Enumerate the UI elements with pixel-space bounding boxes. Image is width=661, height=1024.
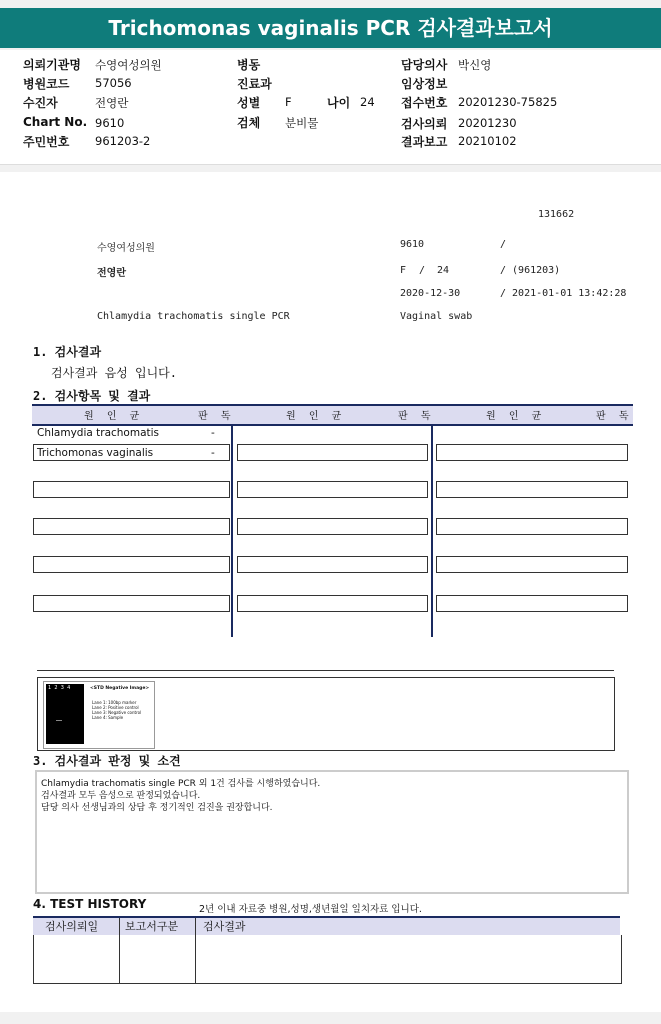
report-slash: / <box>500 239 507 250</box>
col-judge-1: 판 독 <box>198 411 236 422</box>
column-divider <box>231 424 233 637</box>
gel-photo <box>46 684 84 744</box>
gel-legend-item: Lane 1: 100bp marker <box>92 700 137 705</box>
pathogen-result: - <box>211 447 215 459</box>
report-date-request: 2020-12-30 <box>400 288 461 299</box>
report-date-report: / 2021-01-01 13:42:28 <box>500 288 627 299</box>
col-pathogen-2: 원 인 균 <box>286 411 347 422</box>
result-cell <box>237 444 428 461</box>
gel-legend-item: Lane 4: Sample <box>92 715 124 720</box>
label-receipt-no: 접수번호 <box>401 96 448 110</box>
value-specimen: 분비물 <box>285 116 319 130</box>
report-sep: / <box>419 265 426 276</box>
report-title-bar <box>0 8 661 48</box>
divider-line <box>37 670 614 671</box>
value-request-date: 20201230 <box>458 116 517 130</box>
report-hospital: 수영여성의원 <box>97 243 155 254</box>
result-cell <box>436 556 628 573</box>
history-table-header <box>33 916 620 937</box>
result-cell <box>33 518 230 535</box>
report-age: 24 <box>437 265 450 276</box>
col-judge-3: 판 독 <box>596 411 634 422</box>
section1-heading: 1. 검사결과 <box>33 345 102 359</box>
pathogen-result: - <box>211 427 215 439</box>
value-institution: 수영여성의원 <box>95 58 162 72</box>
label-specimen: 검체 <box>237 116 261 130</box>
column-divider <box>431 424 433 637</box>
history-col-report-type: 보고서구분 <box>125 920 179 933</box>
value-age: 24 <box>360 95 375 109</box>
history-note: 2년 이내 자료중 병원,성명,생년월일 일치자료 입니다. <box>199 904 422 915</box>
result-cell <box>436 518 628 535</box>
value-receipt-no: 20201230-75825 <box>458 95 558 109</box>
result-cell <box>33 444 230 461</box>
history-col-result: 검사결과 <box>203 920 246 933</box>
result-cell <box>237 518 428 535</box>
col-judge-2: 판 독 <box>398 411 436 422</box>
result-cell <box>237 481 428 498</box>
gel-band <box>56 720 62 721</box>
section2-heading: 2. 검사항목 및 결과 <box>33 389 151 403</box>
value-report-date: 20210102 <box>458 134 517 148</box>
label-ward: 병동 <box>237 58 261 72</box>
result-cell <box>436 481 628 498</box>
result-cell <box>436 444 628 461</box>
opinion-line: Chlamydia trachomatis single PCR 외 1건 검사를 시행하였습니다. <box>41 779 321 789</box>
gel-legend-item: Lane 3: Negative control <box>92 710 142 715</box>
history-table-body <box>33 935 622 984</box>
gel-title: <STD Negative Image> <box>90 686 150 691</box>
label-report-date: 결과보고 <box>401 135 448 149</box>
section1-result-text: 검사결과 음성 입니다. <box>51 366 178 380</box>
patient-info-header <box>0 50 661 165</box>
result-cell <box>33 556 230 573</box>
report-birth: / (961203) <box>500 265 561 276</box>
label-hospital-code: 병원코드 <box>23 77 70 91</box>
report-test-name: Chlamydia trachomatis single PCR <box>97 311 290 322</box>
opinion-line: 담당 의사 선생님과의 상담 후 정기적인 검진을 권장합니다. <box>41 803 273 813</box>
label-doctor: 담당의사 <box>401 58 448 72</box>
value-patient: 전영란 <box>95 96 129 110</box>
gel-lane-numbers: 1 2 3 4 <box>48 685 71 691</box>
report-title: Trichomonas vaginalis PCR 검사결과보고서 <box>108 16 553 40</box>
label-sex: 성별 <box>237 96 261 110</box>
gel-legend-item: Lane 2: Positive control <box>92 705 139 710</box>
pathogen-name: Chlamydia trachomatis <box>37 427 160 439</box>
label-clinical-info: 임상정보 <box>401 77 448 91</box>
history-col-divider <box>119 918 120 983</box>
opinion-line: 검사결과 모두 음성으로 판정되었습니다. <box>41 791 201 801</box>
value-chart-no: 9610 <box>95 116 125 130</box>
report-chart: 9610 <box>400 239 425 250</box>
value-doctor: 박신영 <box>458 58 492 72</box>
label-institution: 의뢰기관명 <box>23 58 81 72</box>
report-id: 131662 <box>538 209 575 220</box>
label-chart-no: Chart No. <box>23 115 88 129</box>
col-pathogen-1: 원 인 균 <box>84 411 145 422</box>
result-cell <box>33 481 230 498</box>
result-cell <box>33 595 230 612</box>
report-sex: F <box>400 265 407 276</box>
result-cell <box>237 556 428 573</box>
pathogen-name: Trichomonas vaginalis <box>37 447 154 459</box>
section3-heading: 3. 검사결과 판정 및 소견 <box>33 754 181 768</box>
value-resident-no: 961203-2 <box>95 134 151 148</box>
label-request-date: 검사의뢰 <box>401 117 448 131</box>
report-patient: 전영란 <box>97 268 126 279</box>
result-cell <box>237 595 428 612</box>
value-sex: F <box>285 95 292 109</box>
value-hospital-code: 57056 <box>95 76 132 90</box>
report-specimen: Vaginal swab <box>400 311 473 322</box>
history-col-divider <box>195 918 196 983</box>
section4-heading: 4. TEST HISTORY <box>33 897 147 911</box>
label-patient: 수진자 <box>23 96 58 110</box>
history-col-request-date: 검사의뢰일 <box>45 920 99 933</box>
label-age: 나이 <box>327 96 351 110</box>
col-pathogen-3: 원 인 균 <box>486 411 547 422</box>
label-resident-no: 주민번호 <box>23 135 70 149</box>
result-cell <box>436 595 628 612</box>
label-department: 진료과 <box>237 77 272 91</box>
